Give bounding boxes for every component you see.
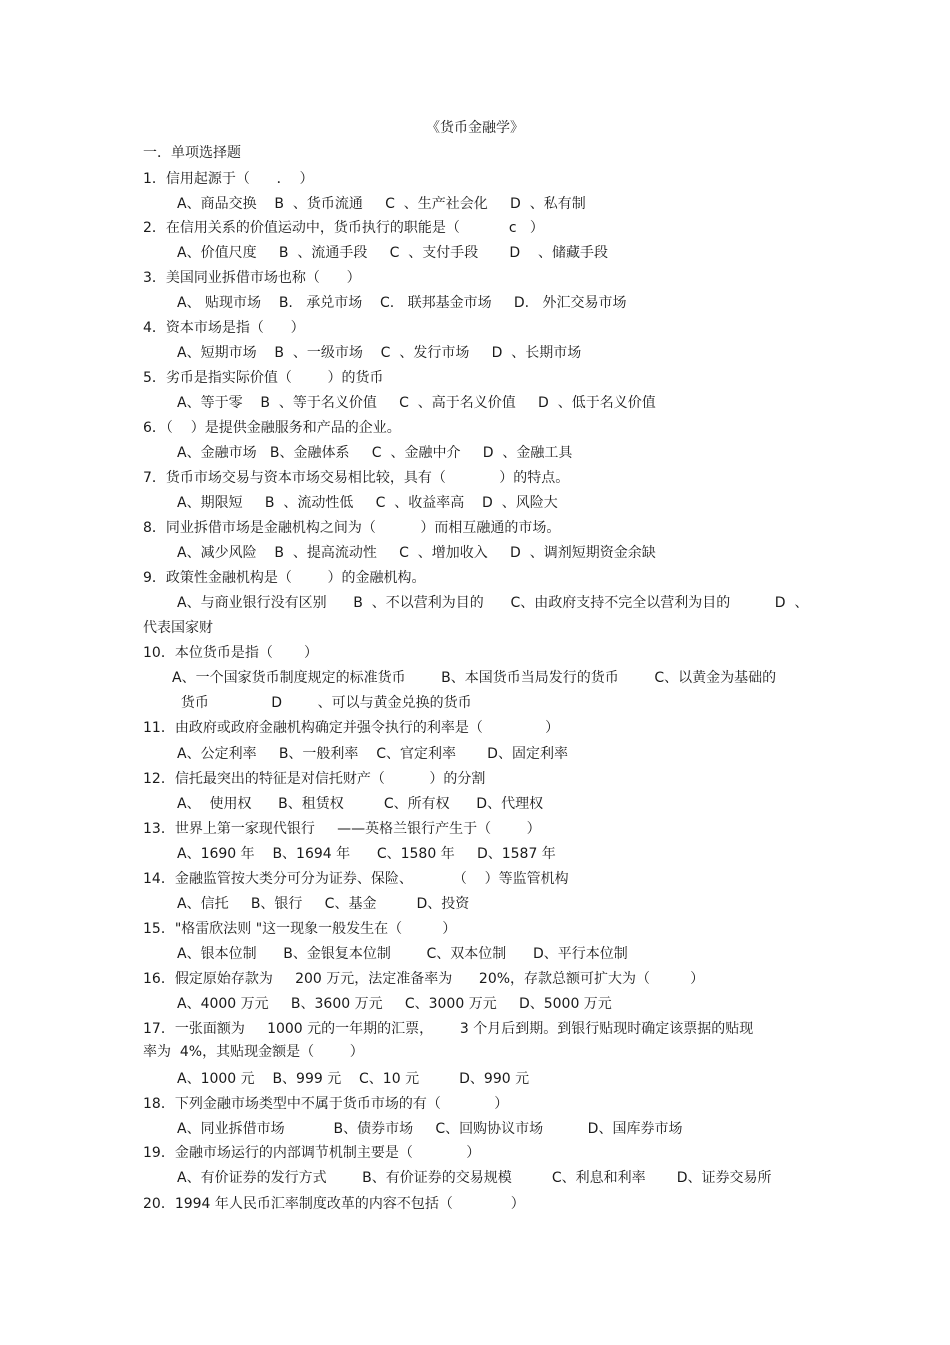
question-17: 17．一张面额为 1000 元的一年期的汇票， 3 个月后到期。到银行贴现时确定该票据的贴现 [143,1021,754,1037]
question-20: 20．1994 年人民币汇率制度改革的内容不包括（ ） [143,1196,525,1212]
options-12: A、 使用权 B、租赁权 C、所有权 D、代理权 [177,796,544,812]
options-13: A、1690 年 B、1694 年 C、1580 年 D、1587 年 [177,846,556,862]
options-4: A、短期市场 B 、一级市场 C 、发行市场 D 、长期市场 [177,345,582,361]
question-11: 11．由政府或政府金融机构确定并强令执行的利率是（ ） [143,720,560,736]
options-7: A、期限短 B 、流动性低 C 、收益率高 D 、风险大 [177,495,558,511]
question-19: 19．金融市场运行的内部调节机制主要是（ ） [143,1145,481,1161]
question-14: 14．金融监管按大类分可分为证券、保险、 （ ）等监管机构 [143,871,569,887]
options-9-cont: 代表国家财 [143,620,213,636]
section-heading: 一．单项选择题 [143,145,241,161]
question-10: 10．本位货币是指（ ） [143,645,318,661]
options-5: A、等于零 B 、等于名义价值 C 、高于名义价值 D 、低于名义价值 [177,395,656,411]
options-17: A、1000 元 B、999 元 C、10 元 D、990 元 [177,1071,530,1087]
question-17-cont: 率为 4%，其贴现金额是（ ） [143,1044,364,1060]
options-6: A、金融市场 B、金融体系 C 、金融中介 D 、金融工具 [177,445,573,461]
question-5: 5．劣币是指实际价值（ ）的货币 [143,370,384,386]
options-10-cont: 货币 D 、可以与黄金兑换的货币 [172,695,472,711]
question-18: 18．下列金融市场类型中不属于货币市场的有（ ） [143,1096,509,1112]
options-3: A、 贴现市场 B. 承兑市场 C. 联邦基金市场 D. 外汇交易市场 [177,295,627,311]
options-16: A、4000 万元 B、3600 万元 C、3000 万元 D、5000 万元 [177,996,612,1012]
options-19: A、有价证券的发行方式 B、有价证券的交易规模 C、利息和利率 D、证券交易所 [177,1170,772,1186]
question-9: 9．政策性金融机构是（ ）的金融机构。 [143,570,426,586]
options-11: A、公定利率 B、一般利率 C、官定利率 D、固定利率 [177,746,568,762]
options-15: A、银本位制 B、金银复本位制 C、双本位制 D、平行本位制 [177,946,628,962]
options-18: A、同业拆借市场 B、债券市场 C、回购协议市场 D、国库券市场 [177,1121,683,1137]
question-3: 3．美国同业拆借市场也称（ ） [143,270,361,286]
options-10: A、一个国家货币制度规定的标准货币 B、本国货币当局发行的货币 C、以黄金为基础的 [172,670,777,686]
question-16: 16．假定原始存款为 200 万元，法定准备率为 20%，存款总额可扩大为（ ） [143,971,705,987]
options-2: A、价值尺度 B 、流通手段 C 、支付手段 D 、储藏手段 [177,245,608,261]
question-6: 6．（ ）是提供金融服务和产品的企业。 [143,420,401,436]
question-12: 12．信托最突出的特征是对信托财产（ ）的分割 [143,771,486,787]
question-2: 2．在信用关系的价值运动中，货币执行的职能是（ c ） [143,220,544,236]
question-4: 4．资本市场是指（ ） [143,320,305,336]
question-15: 15．"格雷欣法则 "这一现象一般发生在（ ） [143,921,457,937]
document-title: 《货币金融学》 [426,120,524,136]
options-1: A、商品交换 B 、货币流通 C 、生产社会化 D 、私有制 [177,196,586,212]
options-9: A、与商业银行没有区别 B 、不以营利为目的 C、由政府支持不完全以营利为目的 D 、 [177,595,809,611]
options-8: A、减少风险 B 、提高流动性 C 、增加收入 D 、调剂短期资金余缺 [177,545,656,561]
options-14: A、信托 B、银行 C、基金 D、投资 [177,896,470,912]
question-1: 1．信用起源于（ ． ） [143,171,314,187]
question-8: 8．同业拆借市场是金融机构之间为（ ）而相互融通的市场。 [143,520,561,536]
question-13: 13．世界上第一家现代银行 ——英格兰银行产生于（ ） [143,821,541,837]
question-7: 7．货币市场交易与资本市场交易相比较，具有（ ）的特点。 [143,470,570,486]
